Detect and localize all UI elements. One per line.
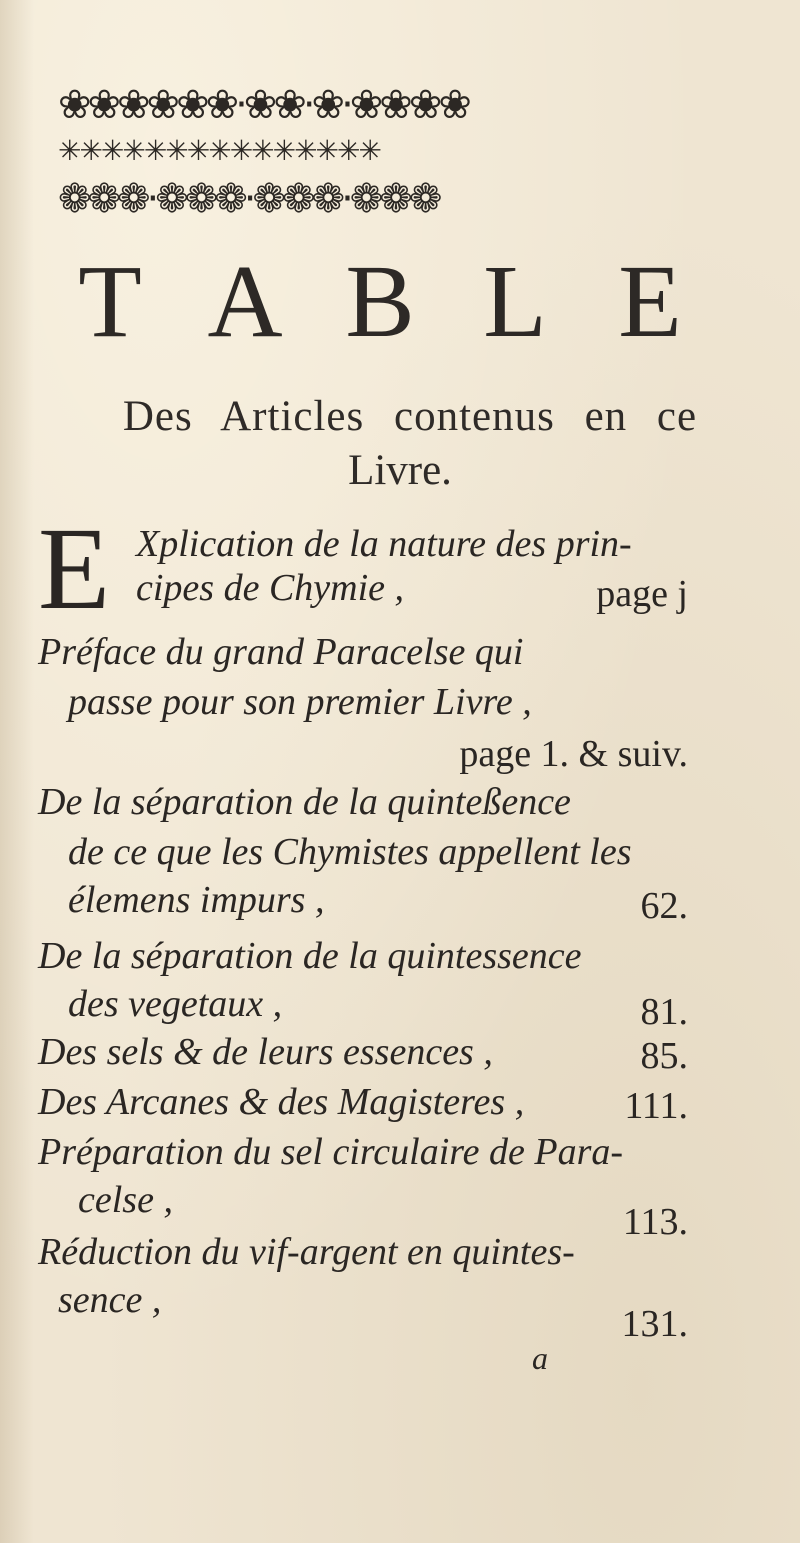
toc-entry: [38, 503, 688, 634]
toc-entry-line: Réduction du vif-argent en quintes-: [38, 1231, 575, 1273]
ornament-row-top: ❀❀❀❀❀❀·❀❀·❀·❀❀❀❀: [58, 82, 468, 128]
toc-entry-line: De la séparation de la quintessence: [38, 935, 582, 977]
toc-entry-line: des vegetaux ,: [68, 983, 283, 1025]
toc-entry: [38, 1130, 688, 1243]
toc-page-number: 62.: [640, 885, 688, 927]
title-letter: B: [345, 244, 415, 359]
toc-entry-line: Préface du grand Paracelse qui: [38, 631, 524, 673]
toc-entry: [38, 630, 688, 780]
toc-page-number: page j: [596, 573, 688, 615]
title-letter: L: [483, 244, 547, 359]
toc-entry-line: sence ,: [58, 1279, 162, 1321]
subtitle-line-1: Des Articles contenus en ce: [122, 393, 698, 440]
toc-entry: [38, 780, 688, 930]
ornament-row-bottom: ❁❁❁·❁❁❁·❁❁❁·❁❁❁: [58, 176, 439, 222]
toc-entry: [38, 1030, 688, 1080]
toc-page-number: 111.: [624, 1085, 688, 1127]
toc-entry-line: celse ,: [78, 1179, 173, 1221]
subtitle-line-2: Livre.: [348, 447, 452, 494]
page-spine-shadow: [0, 0, 34, 1543]
drop-cap: E: [38, 503, 111, 634]
catchword: a: [532, 1340, 548, 1376]
toc-page-number: 81.: [640, 991, 688, 1033]
title-letter: T: [78, 244, 142, 359]
ornament-row-middle: ✳✳✳✳✳✳✳✳✳✳✳✳✳✳✳: [58, 133, 380, 167]
toc-page-number: 131.: [621, 1303, 688, 1345]
toc-entry-line: Des Arcanes & des Magisteres ,: [38, 1081, 525, 1123]
toc-entry: [38, 1230, 688, 1345]
page-title: [60, 244, 700, 359]
toc-entry-line: Xplication de la nature des prin-: [136, 523, 632, 565]
toc-page-number: 113.: [622, 1201, 688, 1243]
toc-entry-line: cipes de Chymie ,: [136, 567, 405, 609]
toc-entry-line: de ce que les Chymistes appellent les: [68, 831, 632, 873]
toc-entry: [38, 1080, 688, 1130]
title-letter: E: [618, 244, 682, 359]
toc-entry-line: élemens impurs ,: [68, 879, 325, 921]
toc-page-number: 85.: [640, 1035, 688, 1077]
toc-entry-line: De la séparation de la quinteßence: [38, 781, 571, 823]
decorative-headpiece: [58, 82, 688, 232]
title-letter: A: [207, 244, 283, 359]
toc-entry: [38, 934, 688, 1034]
toc-entry-line: passe pour son premier Livre ,: [68, 681, 532, 723]
toc-entry-line: Des sels & de leurs essences ,: [38, 1031, 493, 1073]
toc-page-number: page 1. & suiv.: [459, 733, 688, 775]
toc-entry-line: Préparation du sel circulaire de Para-: [38, 1131, 624, 1173]
